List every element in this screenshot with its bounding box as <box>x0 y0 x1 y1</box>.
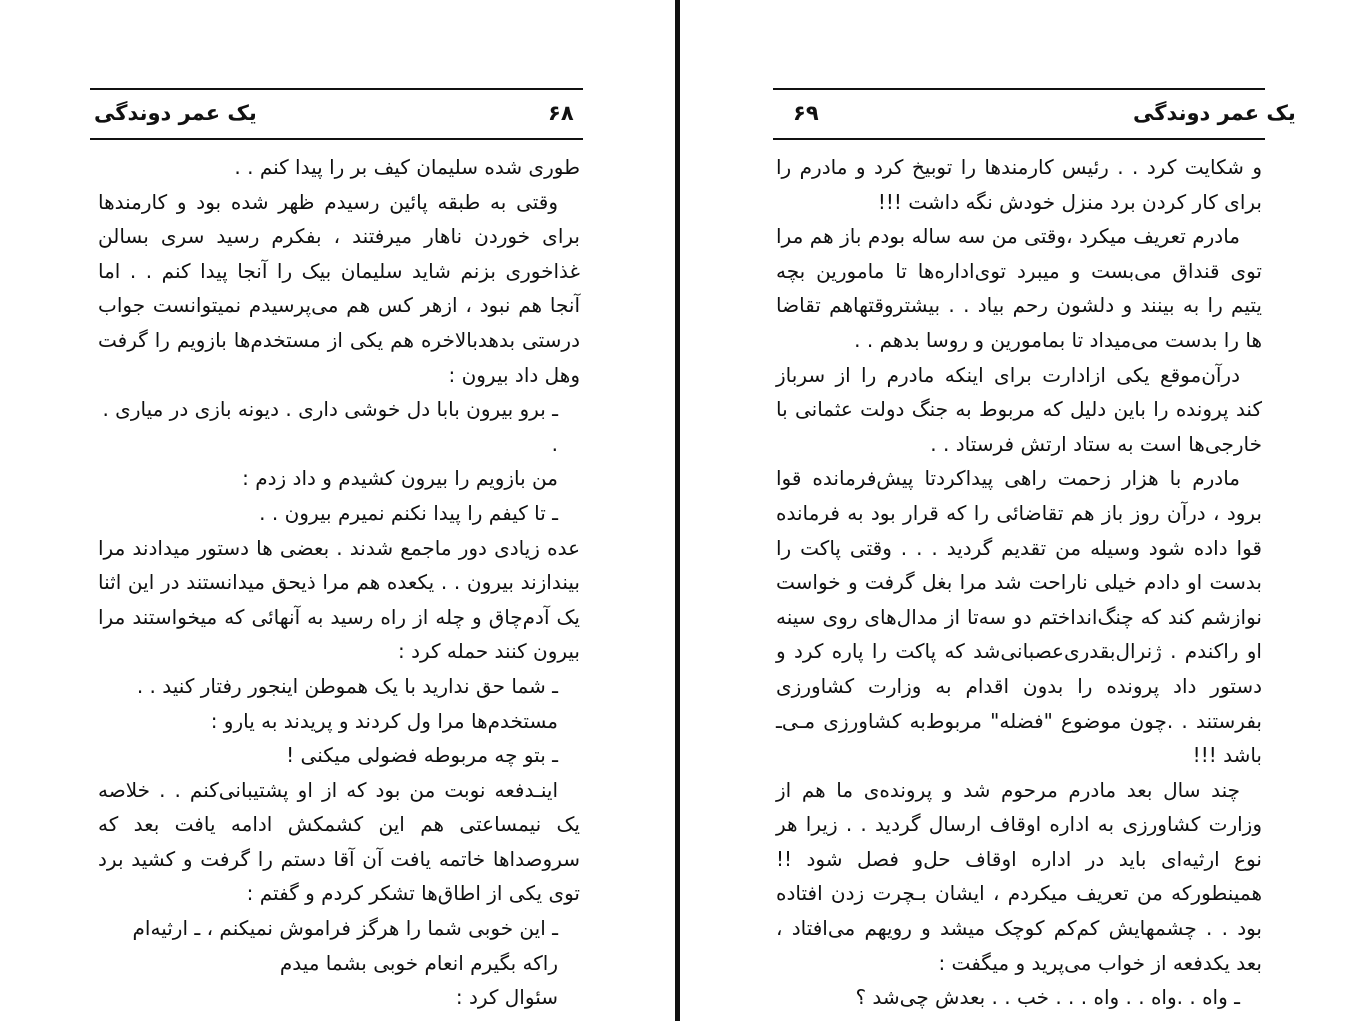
page-body-text <box>776 150 1262 1015</box>
paragraph: درآن‌موقع یکی ازادارت برای اینکه مادرم را از سرباز کند پرونده را باین دلیل که مربوط به جنگ دولت عثمانی با خارجی‌ها است به ستاد ارتش فرستاد . . <box>776 362 1262 456</box>
paragraph: ـ این خوبی شما را هرگز فراموش نمیکنم ، ـ ارثیه‌ام راکه بگیرم انعام خوبی بشما میدم <box>132 916 558 975</box>
running-title: یک عمر دوندگی <box>1133 101 1296 125</box>
paragraph: طوری شده سلیمان کیف بر را پیدا کنم . . <box>234 155 580 179</box>
page-body-text <box>98 150 580 1015</box>
paragraph: ـ واه . .واه . . واه . . . خب . . بعدش چی‌شد ؟ <box>855 985 1240 1010</box>
paragraph: وقتی به طبقه پائین رسیدم ظهر شده بود و کارمندها برای خوردن ناهار میرفتند ، بفکرم رسید سری بسالن غذاخوری بزنم شاید سلیمان بیک را آنجا پیدا کنم . . اما آنجا هم نبود ، ازهر کس هم می‌پرسیدم نمیتوانست جواب درستی بدهدبالاخره هم یکی از مستخدم‌ها بازویم را گرفت وهل داد بیرون : <box>98 189 580 387</box>
header-rule-bottom <box>90 138 583 140</box>
book-gutter <box>675 0 680 1021</box>
paragraph: سئوال کرد : <box>455 985 558 1010</box>
left-page <box>0 0 675 1021</box>
paragraph: من بازویم را بیرون کشیدم و داد زدم : <box>242 466 558 491</box>
paragraph: چند سال بعد مادرم مرحوم شد و پرونده‌ی ما هم از وزارت کشاورزی به اداره اوقاف ارسال گردید . . زیرا هر نوع ارثیه‌ای باید در اداره اوقاف حل‌و فصل شود !! همینطورکه من تعریف میکردم ، ایشان بـچرت زدن افتاده بود . . چشمهایش کم‌کم کوچک میشد و رویهم می‌افتاد ، بعد یکدفعه از خواب می‌پرید و میگفت : <box>776 777 1262 975</box>
page-number: ۶۸ <box>548 101 574 125</box>
paragraph: عده زیادی دور ماجمع شدند . بعضی ها دستور میدادند مرا بیندازند بیرون . . یکعده هم مرا ذیحق میدانستند در این اثنا یک آدم‌چاق و چله از راه رسید به آنهائی که میخواستند مرا بیرون کنند حمله کرد : <box>98 535 580 664</box>
running-title: یک عمر دوندگی <box>94 101 257 125</box>
right-page <box>681 0 1356 1021</box>
paragraph: ـ شما حق ندارید با یک هموطن اینجور رفتار کنید . . <box>136 673 558 698</box>
paragraph: ـ تا کیفم را پیدا نکنم نمیرم بیرون . . <box>259 500 558 525</box>
paragraph: ـ بتو چه مربوطه فضولی میکنی ! <box>286 743 558 768</box>
header-rule-top <box>90 88 583 90</box>
paragraph: و شکایت کرد . . رئیس کارمندها را توبیخ کرد و مادرم را برای کار کردن برد منزل خودش نگه داشت !!! <box>776 155 1262 214</box>
paragraph: مستخدم‌ها مرا ول کردند و پریدند به یارو : <box>210 708 558 733</box>
paragraph: مادرم تعریف میکرد ،وقتی من سه ساله بودم باز هم مرا توی قنداق می‌بست و میبرد توی‌اداره‌ها تا مامورین بچه یتیم را به بینند و دلشون رحم بیاد . . بیشتروقتهاهم تقاضا ها را بدست می‌میداد تا بمامورین و روسا بدهم . . <box>776 224 1262 352</box>
header-rule-top <box>773 88 1265 90</box>
paragraph: مادرم با هزار زحمت راهی پیداکردتا پیش‌فرمانده قوا برود ، درآن روز باز هم تقاضائی را که قرار بود به فرمانده قوا داده شود وسیله من تقدیم گردید . . . وقتی پاکت را بدست او دادم خیلی ناراحت شد مرا بغل گرفت و خواست نوازشم کند که چنگ‌انداختم دو سه‌تا از مدال‌های روی سینه او راکندم . ژنرال‌بقدری‌عصبانی‌شد که پاکت را پاره کرد و دستور داد پرونده را بدون اقدام به وزارت کشاورزی بفرستند . .چون موضوع "فضله" مربوط‌به کشاورزی مـی‌ـ باشد !!! <box>776 466 1262 768</box>
page-number: ۶۹ <box>793 101 819 125</box>
header-rule-bottom <box>773 138 1265 140</box>
paragraph: ـ برو بیرون بابا دل خوشی داری . دیونه بازی در میاری . . <box>102 397 558 456</box>
paragraph: اینـدفعه نوبت من بود که از او پشتیبانی‌کنم . . خلاصه یک نیمساعتی هم این کشمکش ادامه یافت بعد که سروصداها خاتمه یافت آن آقا دستم را گرفت و کشید برد توی یکی از اطاق‌ها تشکر کردم و گفتم : <box>98 777 580 906</box>
